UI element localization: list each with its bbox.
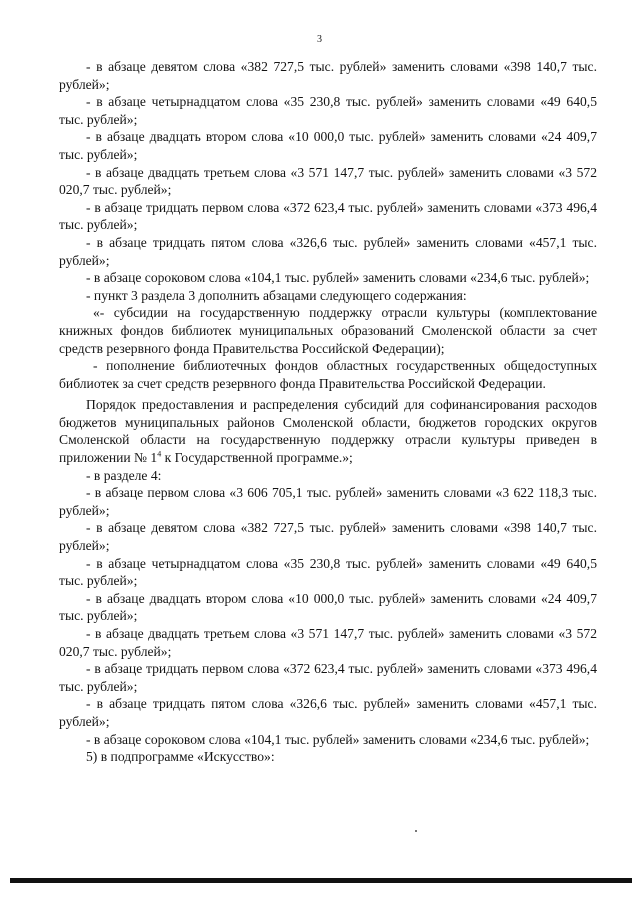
paragraph: - в абзаце тридцать первом слова «372 623,4 тыс. рублей» заменить словами «373 496,4 тыс. рублей»; xyxy=(59,199,597,233)
paragraph: - в абзаце двадцать втором слова «10 000,0 тыс. рублей» заменить словами «24 409,7 тыс. рублей»; xyxy=(59,590,597,624)
superscript: 4 xyxy=(157,449,162,459)
paragraph: - в абзаце четырнадцатом слова «35 230,8 тыс. рублей» заменить словами «49 640,5 тыс. рублей»; xyxy=(59,94,597,127)
paragraph: - в абзаце девятом слова «382 727,5 тыс. рублей» заменить словами «398 140,7 тыс. рублей»; xyxy=(59,520,597,554)
paragraph: «- субсидии на государственную поддержку отрасли культуры (комплектование книжных фондов библиотек муниципальных образований Смоленской области за счет средств резервного фонда Правительства Российской Федерации); xyxy=(59,305,597,356)
paragraph: - в абзаце двадцать третьем слова «3 571 147,7 тыс. рублей» заменить словами «3 572 020,7 тыс. рублей»; xyxy=(59,164,597,198)
paragraph: - в абзаце четырнадцатом слова «35 230,8 тыс. рублей» заменить словами «49 640,5 тыс. рублей»; xyxy=(59,555,597,589)
procedure-text: Порядок предоставления и распределения субсидий для софинансирования расходов бюджетов муниципальных районов Смоленской области, бюджетов городских округов Смоленской области на государственную поддержку отрасли культуры приведен в приложении № 1 xyxy=(59,397,597,466)
paragraph: - в абзаце тридцать пятом слова «326,6 тыс. рублей» заменить словами «457,1 тыс. рублей»; xyxy=(59,696,597,729)
paragraph: 5) в подпрограмме «Искусство»: xyxy=(86,749,275,765)
footer-rule xyxy=(10,878,632,883)
paragraph: - пополнение библиотечных фондов областных государственных общедоступных библиотек за счет средств резервного фонда Правительства Российской Федерации. xyxy=(59,358,597,391)
scan-speck xyxy=(415,830,417,832)
paragraph: - в абзаце сороковом слова «104,1 тыс. рублей» заменить словами «234,6 тыс. рублей»; xyxy=(86,270,590,286)
paragraph: - в абзаце тридцать пятом слова «326,6 тыс. рублей» заменить словами «457,1 тыс. рублей»; xyxy=(59,234,597,268)
paragraph: - в абзаце сороковом слова «104,1 тыс. рублей» заменить словами «234,6 тыс. рублей»; xyxy=(86,731,590,747)
paragraph: - в абзаце девятом слова «382 727,5 тыс. рублей» заменить словами «398 140,7 тыс. рублей»; xyxy=(59,59,597,92)
paragraph: - в абзаце тридцать первом слова «372 623,4 тыс. рублей» заменить словами «373 496,4 тыс. рублей»; xyxy=(59,661,597,694)
procedure-paragraph xyxy=(59,396,597,466)
procedure-text-end: к Государственной программе.»; xyxy=(161,450,353,466)
paragraph: - пункт 3 раздела 3 дополнить абзацами следующего содержания: xyxy=(86,287,467,303)
document-body xyxy=(59,58,597,766)
paragraph: - в разделе 4: xyxy=(86,467,162,483)
page-number: 3 xyxy=(317,34,322,45)
paragraph: - в абзаце первом слова «3 606 705,1 тыс. рублей» заменить словами «3 622 118,3 тыс. рублей»; xyxy=(59,485,597,518)
paragraph: - в абзаце двадцать третьем слова «3 571 147,7 тыс. рублей» заменить словами «3 572 020,7 тыс. рублей»; xyxy=(59,626,597,659)
paragraph: - в абзаце двадцать втором слова «10 000,0 тыс. рублей» заменить словами «24 409,7 тыс. рублей»; xyxy=(59,129,597,162)
